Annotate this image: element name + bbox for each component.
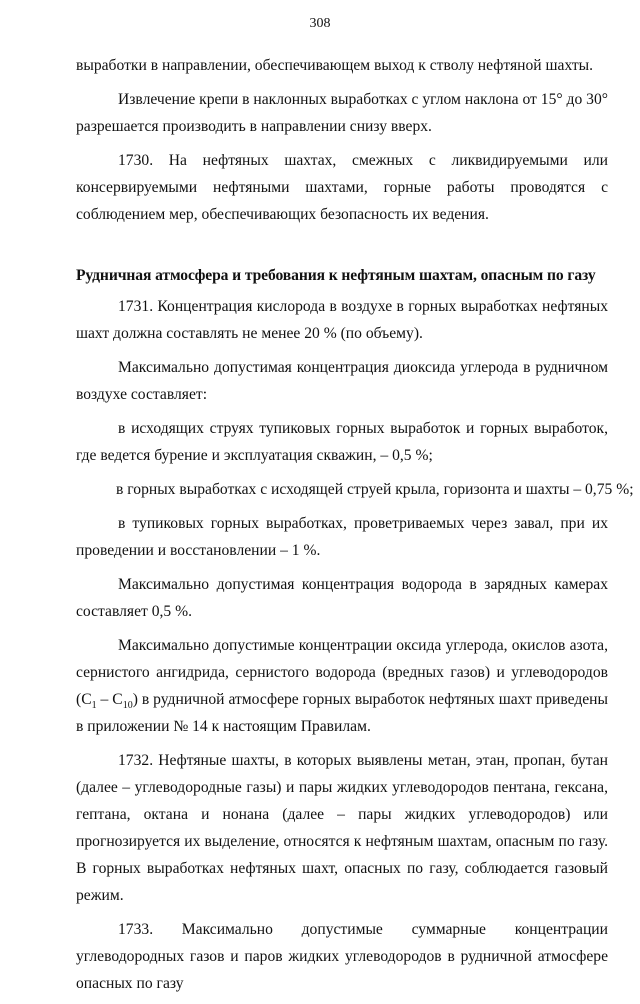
document-body — [76, 52, 634, 1004]
paragraph-1731: 1731. Концентрация кислорода в воздухе в горных выработках нефтяных шахт должна составлять не менее 20 % (по объему). — [76, 298, 608, 342]
page-number: 308 — [309, 16, 331, 31]
harmful-gases-text-start: Максимально допустимые концентрации оксида углерода, окислов азота, сернистого ангидрида, сернистого водорода (вредных газов) и углеводородов (C — [76, 637, 608, 708]
paragraph-co2-collapse: в тупиковых горных выработках, проветриваемых через завал, при их проведении и восстановлении – 1 %. — [76, 515, 608, 559]
paragraph-co2-wing: в горных выработках с исходящей струей крыла, горизонта и шахты – 0,75 %; — [116, 481, 634, 498]
subscript-1: 1 — [91, 700, 97, 712]
paragraph-1733: 1733. Максимально допустимые суммарные концентрации углеводородных газов и паров жидких углеводородов в рудничной атмосфере опасных по газу — [76, 921, 608, 992]
paragraph-1730: 1730. На нефтяных шахтах, смежных с ликвидируемыми или консервируемыми нефтяными шахтами, горные работы проводятся с соблюдением мер, обеспечивающих безопасность их ведения. — [76, 152, 608, 223]
paragraph-crepi-removal: Извлечение крепи в наклонных выработках с углом наклона от 15° до 30° разрешается производить в направлении снизу вверх. — [76, 91, 608, 135]
harmful-gases-text-middle: – C — [96, 691, 123, 708]
section-heading: Рудничная атмосфера и требования к нефтяным шахтам, опасным по газу — [76, 267, 596, 284]
paragraph-co2-dead-end: в исходящих струях тупиковых горных выработок и горных выработок, где ведется бурение и эксплуатация скважин, – 0,5 %; — [76, 420, 608, 464]
harmful-gases-text-end: ) в рудничной атмосфере горных выработок нефтяных шахт приведены в приложении № 14 к настоящим Правилам. — [76, 691, 608, 735]
paragraph-1732: 1732. Нефтяные шахты, в которых выявлены метан, этан, пропан, бутан (далее – углеводородные газы) и пары жидких углеводородов пентана, гексана, гептана, октана и нонана (далее – пары жидких углеводородов) или прогнозируется их выделение, относятся к нефтяным шахтам, опасным по газу. В горных выработках нефтяных шахт, опасных по газу, соблюдается газовый режим. — [76, 752, 608, 904]
paragraph-harmful-gases — [76, 632, 608, 740]
subscript-10: 10 — [122, 700, 133, 712]
paragraph-continuation: выработки в направлении, обеспечивающем выход к стволу нефтяной шахты. — [76, 57, 594, 74]
paragraph-co2-intro: Максимально допустимая концентрация диоксида углерода в рудничном воздухе составляет: — [76, 359, 608, 403]
paragraph-hydrogen: Максимально допустимая концентрация водорода в зарядных камерах составляет 0,5 %. — [76, 576, 608, 620]
